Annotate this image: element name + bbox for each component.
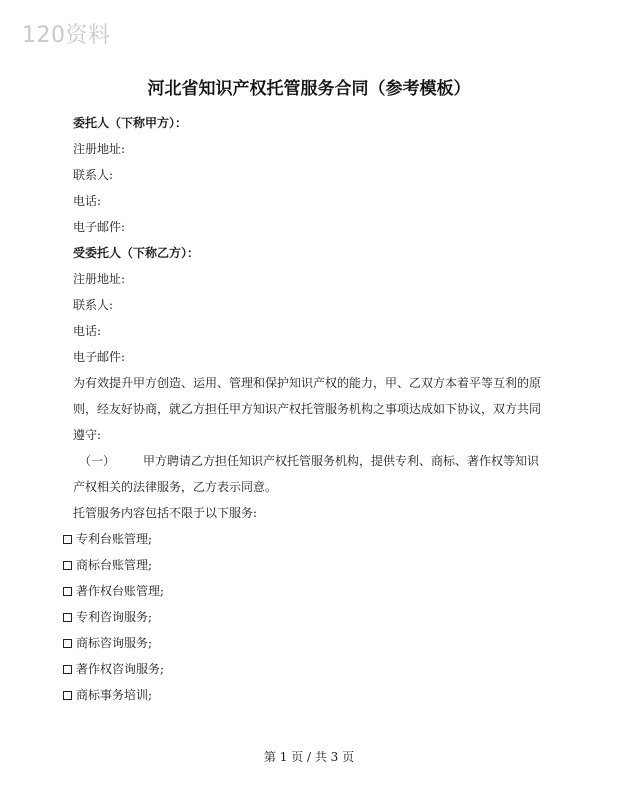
party-a-phone-label: 电话:	[73, 194, 102, 208]
checkbox-icon[interactable]	[63, 639, 72, 648]
service-item[interactable]	[63, 630, 553, 656]
party-b-heading: 受委托人（下称乙方）：	[73, 246, 200, 260]
service-item-label: 商标咨询服务;	[76, 636, 153, 650]
checkbox-icon[interactable]	[63, 691, 72, 700]
watermark-logo: 120资料	[22, 23, 111, 48]
party-a-contact-label: 联系人:	[73, 168, 114, 182]
service-item-label: 商标台账管理;	[76, 558, 153, 572]
document-title: 河北省知识产权托管服务合同（参考模板）	[147, 79, 471, 99]
party-b-email-label: 电子邮件:	[73, 350, 126, 364]
checkbox-icon[interactable]	[63, 587, 72, 596]
service-item[interactable]	[63, 656, 553, 682]
document-body	[73, 110, 553, 708]
service-item[interactable]	[63, 526, 553, 552]
service-item[interactable]	[63, 578, 553, 604]
checkbox-icon[interactable]	[63, 665, 72, 674]
party-a-email-label: 电子邮件:	[73, 220, 126, 234]
party-a-address-label: 注册地址:	[73, 142, 126, 156]
intro-line-2: 则，经友好协商，就乙方担任甲方知识产权托管服务机构之事项达成如下协议，双方共同	[73, 402, 542, 416]
party-a-heading: 委托人（下称甲方）：	[73, 116, 188, 130]
party-b-address-label: 注册地址:	[73, 272, 126, 286]
checkbox-icon[interactable]	[63, 561, 72, 570]
service-item[interactable]	[63, 682, 553, 708]
service-item-label: 专利台账管理;	[76, 532, 153, 546]
service-item-label: 著作权台账管理;	[76, 584, 165, 598]
service-item[interactable]	[63, 552, 553, 578]
page-footer: 第 1 页 / 共 3 页	[263, 750, 355, 764]
service-item-label: 专利咨询服务;	[76, 610, 153, 624]
checkbox-icon[interactable]	[63, 613, 72, 622]
clause-1-line-2: 产权相关的法律服务，乙方表示同意。	[73, 480, 278, 494]
service-item-label: 商标事务培训;	[76, 688, 153, 702]
intro-line-1: 为有效提升甲方创造、运用、管理和保护知识产权的能力，甲、乙双方本着平等互利的原	[73, 376, 542, 390]
service-item-label: 著作权咨询服务;	[76, 662, 165, 676]
clause-1-text-1: 甲方聘请乙方担任知识产权托管服务机构，提供专利、商标、著作权等知识	[143, 454, 540, 468]
clause-1-line-1	[73, 448, 553, 474]
clause-1-number: （一）	[79, 454, 116, 468]
service-item[interactable]	[63, 604, 553, 630]
services-intro: 托管服务内容包括不限于以下服务:	[73, 506, 258, 520]
party-b-phone-label: 电话:	[73, 324, 102, 338]
checkbox-icon[interactable]	[63, 535, 72, 544]
intro-line-3: 遵守:	[73, 428, 102, 442]
party-b-contact-label: 联系人:	[73, 298, 114, 312]
